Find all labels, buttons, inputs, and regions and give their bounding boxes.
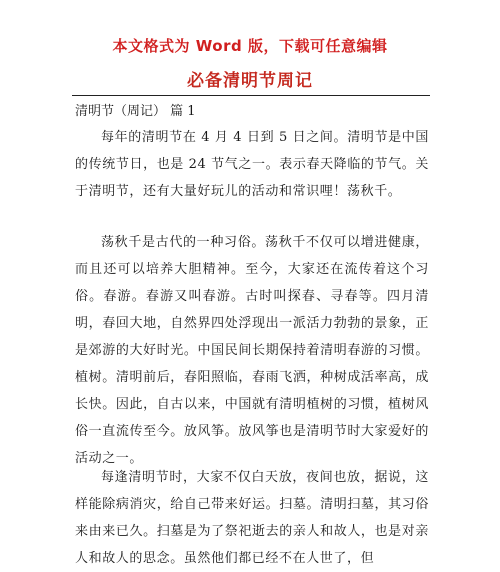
- section-heading: 清明节（周记） 篇 1: [75, 104, 196, 119]
- paragraph-3: 每逢清明节时，大家不仅白天放，夜间也放，据说，这样能除病消灾，给自己带来好运。扫墓。清明扫墓，其习俗来由来已久。扫墓是为了祭祀逝去的亲人和故人，也是对亲人和故人的思念。虽然他们都已经不在人世了，但: [75, 470, 429, 566]
- title-divider: [72, 95, 430, 96]
- paragraph-2: 荡秋千是古代的一种习俗。荡秋千不仅可以增进健康，而且还可以培养大胆精神。至今，大家还在流传着这个习俗。春游。春游又叫春游。古时叫探春、寻春等。四月清明，春回大地，自然界四处浮现出一派活力勃勃的景象，正是郊游的大好时光。中国民间长期保持着清明春游的习惯。植树。清明前后，春阳照临，春雨飞洒，种树成活率高，成长快。因此，自古以来，中国就有清明植树的习惯，植树风俗一直流传至今。放风筝。放风筝也是清明节时大家爱好的活动之一。: [75, 235, 429, 466]
- paragraph-1: 每年的清明节在 4 月 4 日到 5 日之间。清明节是中国的传统节日，也是 24 节气之一。表示春天降临的节气。关于清明节，还有大量好玩儿的活动和常识哩！荡秋千。: [75, 130, 429, 199]
- word-format-notice: 本文格式为 Word 版，下载可任意编辑: [112, 37, 388, 55]
- page-title: 必备清明节周记: [187, 71, 313, 91]
